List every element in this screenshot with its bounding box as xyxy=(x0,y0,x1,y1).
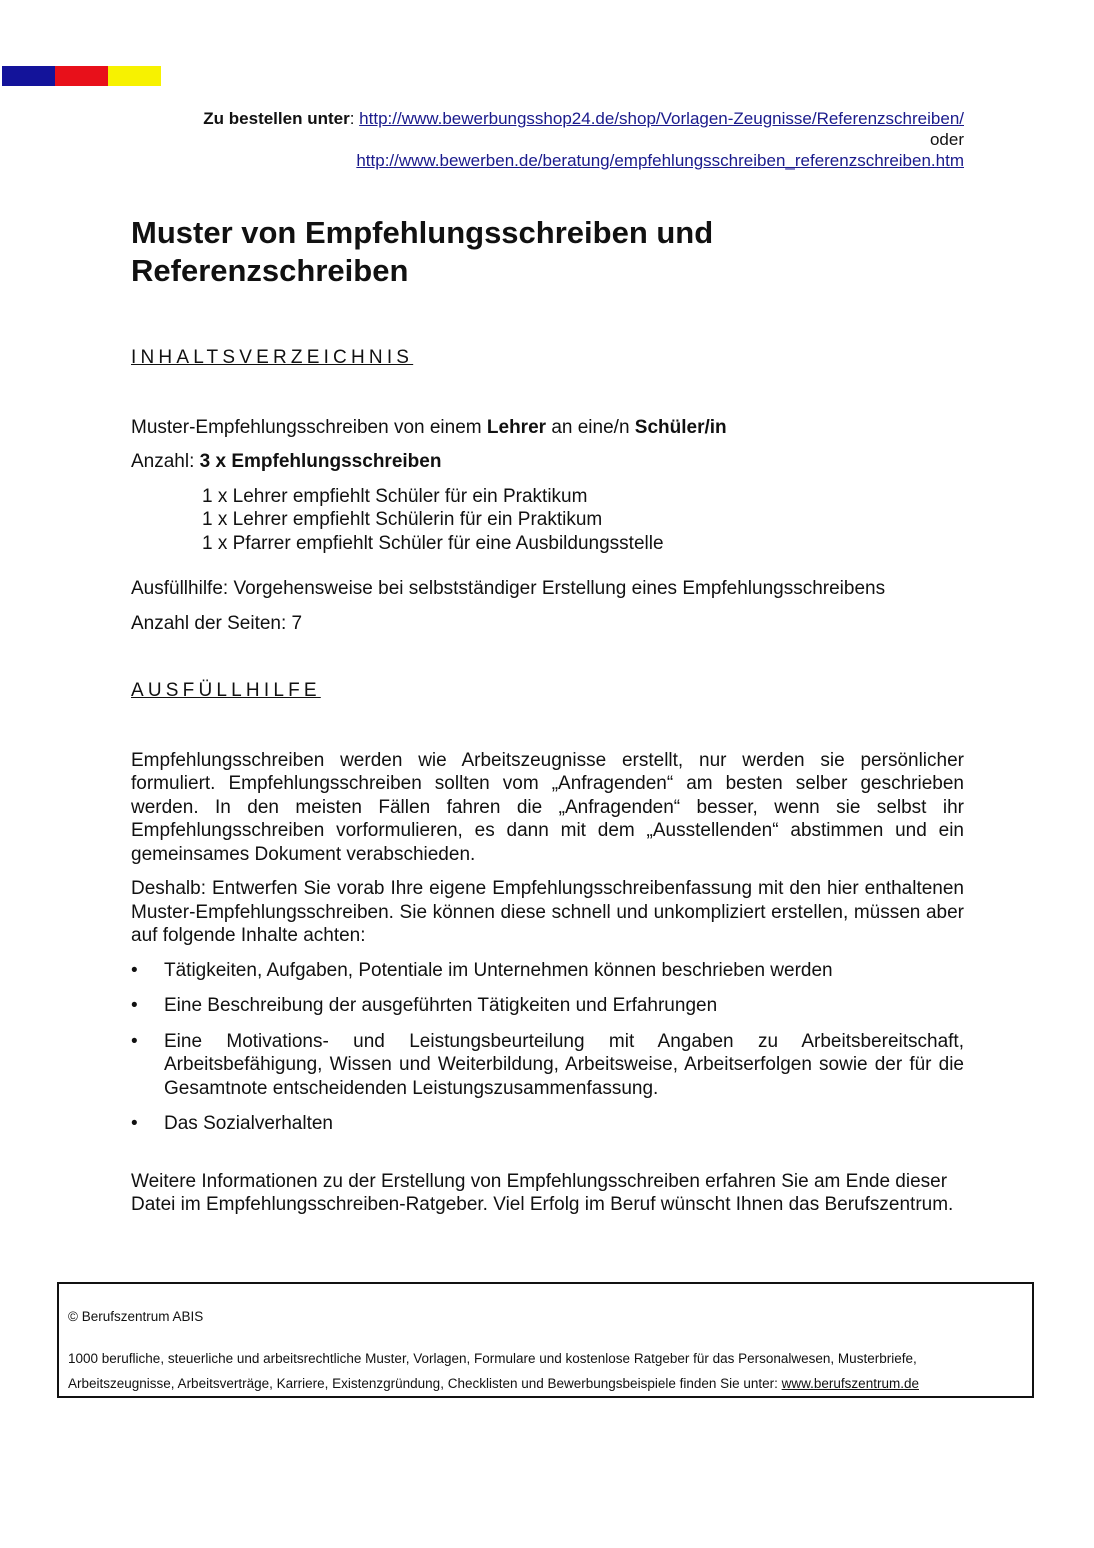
bewerben-link[interactable]: http://www.bewerben.de/beratung/empfehlungsschreiben_referenzschreiben.htm xyxy=(356,151,964,170)
flag-blue xyxy=(2,66,55,86)
count-value: 3 x Empfehlungsschreiben xyxy=(199,451,442,472)
toc-text: Muster-Empfehlungsschreiben von einem xyxy=(131,416,487,438)
toc-help-line: Ausfüllhilfe: Vorgehensweise bei selbstständiger Erstellung eines Empfehlungsschreibens xyxy=(131,578,886,599)
footer-text xyxy=(68,1346,1024,1396)
help-paragraph-2: Deshalb: Entwerfen Sie vorab Ihre eigene Empfehlungsschreibenfassung mit den hier enthaltenen Muster-Empfehlungsschreiben. Sie können diese schnell und unkompliziert erstellen, müssen aber auf folgende Inhalte achten: xyxy=(131,878,964,946)
list-item: • Eine Beschreibung der ausgeführten Tätigkeiten und Erfahrungen xyxy=(131,994,964,1018)
list-item: • Tätigkeiten, Aufgaben, Potentiale im Unternehmen können beschrieben werden xyxy=(131,959,964,983)
help-paragraph-1: Empfehlungsschreiben werden wie Arbeitszeugnisse erstellt, nur werden sie persönlicher formuliert. Empfehlungsschreiben sollten vom „Anfragenden“ am besten selber geschrieben werden. In den meisten Fällen fahren die „Anfragenden“ besser, wenn sie selbst ihr Empfehlungsschreiben vorformulieren, es dann mit dem „Ausstellenden“ abstimmen und ein gemeinsames Dokument verabschieden. xyxy=(131,749,964,865)
toc-text: an eine/n xyxy=(546,416,635,438)
shop-link[interactable]: http://www.bewerbungsshop24.de/shop/Vorlagen-Zeugnisse/Referenzschreiben/ xyxy=(359,109,964,128)
help-heading: AUSFÜLLHILFE xyxy=(131,680,321,701)
toc-item: 1 x Lehrer empfiehlt Schülerin für ein Praktikum xyxy=(202,509,603,530)
toc-pages-line: Anzahl der Seiten: 7 xyxy=(131,612,303,634)
toc-count xyxy=(131,450,964,474)
flag-red xyxy=(55,66,108,86)
toc-line-1 xyxy=(131,416,964,440)
help-bullet-list xyxy=(131,959,964,1136)
order-sep: : xyxy=(349,109,355,128)
toc-items xyxy=(131,485,964,556)
order-info xyxy=(64,108,964,171)
footer-copyright: © Berufszentrum ABIS xyxy=(68,1309,204,1324)
title-line-1: Muster von Empfehlungsschreiben und xyxy=(131,215,714,250)
toc-item: 1 x Lehrer empfiehlt Schüler für ein Praktikum xyxy=(202,485,588,507)
closing-paragraph: Weitere Informationen zu der Erstellung von Empfehlungsschreiben erfahren Sie am Ende dieser Datei im Empfehlungsschreiben-Ratgeber. Viel Erfolg im Beruf wünscht Ihnen das Berufszentrum. xyxy=(131,1170,954,1215)
oder-text: oder xyxy=(929,130,964,149)
count-label: Anzahl: xyxy=(131,451,200,472)
list-item: • Das Sozialverhalten xyxy=(131,1112,964,1136)
footer-link[interactable]: www.berufszentrum.de xyxy=(781,1376,919,1391)
toc-bold-teacher: Lehrer xyxy=(486,416,547,438)
title-line-2: Referenzschreiben xyxy=(131,253,409,288)
toc-item: 1 x Pfarrer empfiehlt Schüler für eine Ausbildungsstelle xyxy=(202,532,664,554)
footer-description: 1000 berufliche, steuerliche und arbeitsrechtliche Muster, Vorlagen, Formulare und kostenlose Ratgeber für das Personalwesen, Musterbriefe, Arbeitszeugnisse, Arbeitsverträge, Karriere, Existenzgründung, Checklisten und Bewerbungsbeispiele finden Sie unter: xyxy=(68,1351,917,1391)
list-item: • Eine Motivations- und Leistungsbeurteilung mit Angaben zu Arbeitsbereitschaft, Arbeitsbefähigung, Wissen und Weiterbildung, Arbeitsweise, Arbeitserfolgen sowie der für die Gesamtnote entscheidenden Leistungszusammenfassung. xyxy=(131,1030,964,1101)
toc-bold-student: Schüler/in xyxy=(634,416,727,438)
toc-heading: INHALTSVERZEICHNIS xyxy=(131,347,414,368)
flag-color-bar xyxy=(2,66,161,86)
footer-box xyxy=(57,1282,1034,1398)
flag-yellow xyxy=(108,66,161,86)
document-body xyxy=(131,214,964,1217)
page-title xyxy=(131,214,964,290)
order-label: Zu bestellen unter xyxy=(203,109,350,128)
